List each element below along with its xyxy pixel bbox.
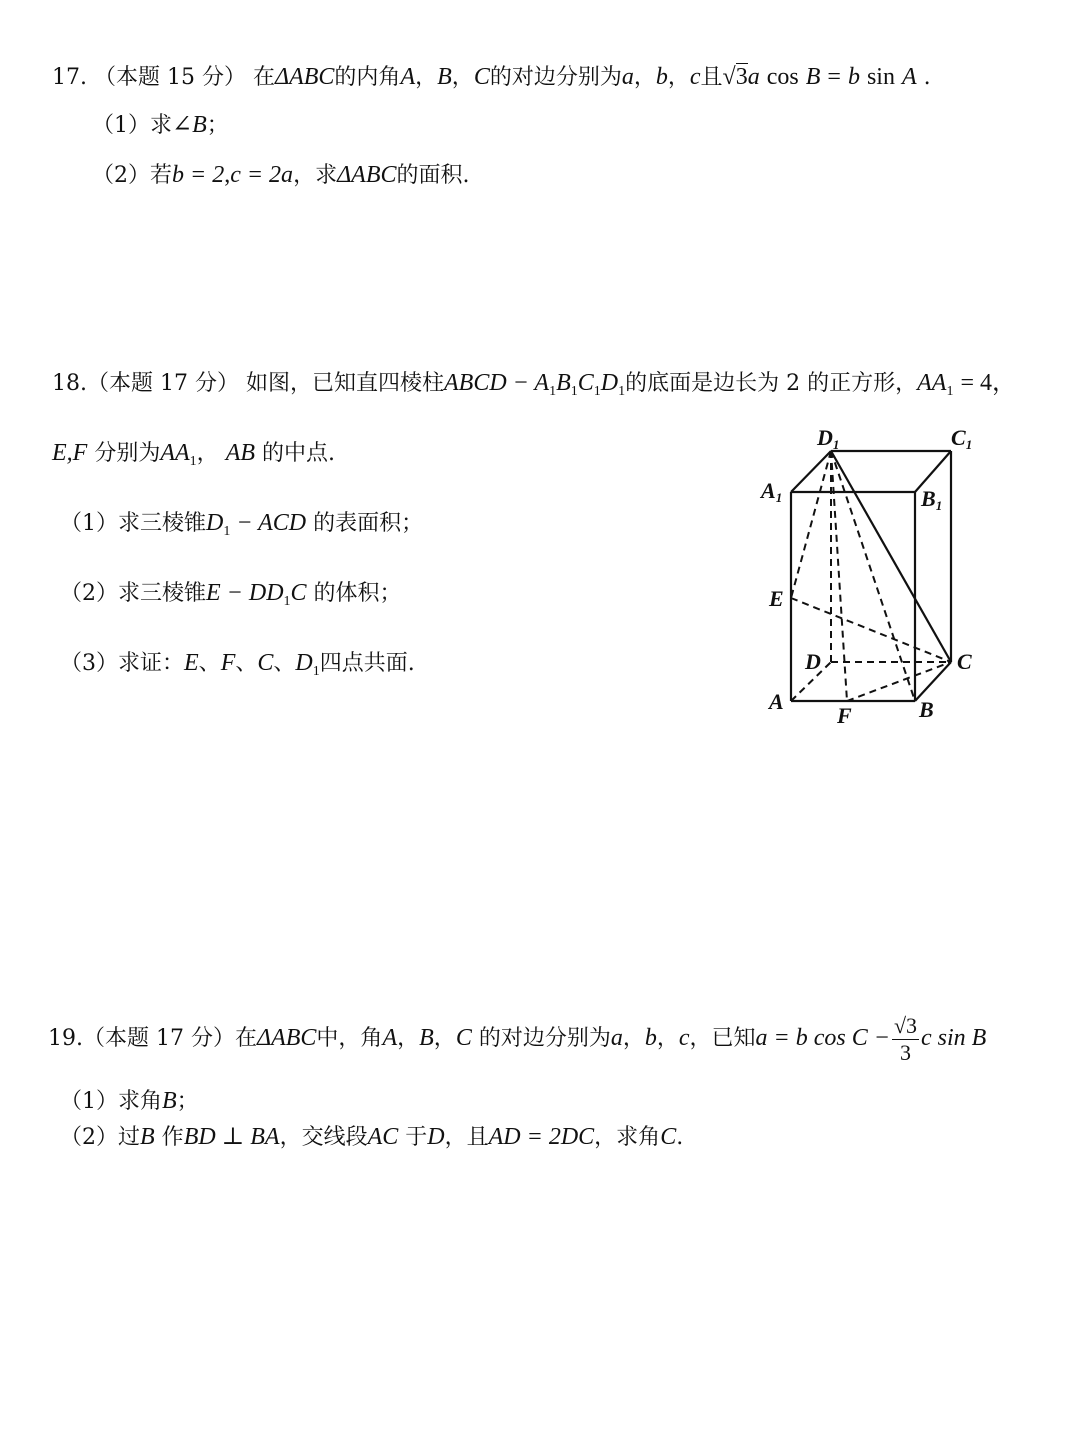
q17-part2: （2）若b = 2,c = 2a，求ΔABC的面积. xyxy=(92,162,470,188)
label-D1: D1 xyxy=(817,425,840,452)
edge-A1-D1 xyxy=(791,451,831,492)
q18-part1: （1）求三棱锥$D_1$ − ACD 的表面积； xyxy=(60,510,424,539)
label-B: B xyxy=(919,697,934,722)
edge-F-C xyxy=(847,662,951,701)
q18-stem: 18.（本题 17 分） 如图，已知直四棱柱ABCD − $A_1B_1C_1D_1$的底面是边长为 2 的正方形，$AA_1 = 4$， xyxy=(52,370,1016,399)
q18-part3: （3）求证：E、F、C、$D_1$四点共面. xyxy=(60,650,415,679)
edge-B-C xyxy=(915,662,951,701)
label-A: A xyxy=(769,689,784,714)
label-F: F xyxy=(837,703,852,728)
q18-part2: （2）求三棱锥$E - DD_1C$ 的体积； xyxy=(60,580,402,609)
q17-part1: （1）求∠B； xyxy=(92,112,229,138)
label-E: E xyxy=(769,586,784,611)
q18-number: 18. xyxy=(52,371,87,396)
fraction-sqrt3-over-3: $\frac{√3}{3}$ xyxy=(893,1012,918,1065)
q18-line2: E,F 分别为$AA_1$， AB 的中点. xyxy=(52,440,336,469)
label-C1: C1 xyxy=(951,425,973,452)
label-B1: B1 xyxy=(921,486,943,513)
q19-number: 19. xyxy=(48,1026,83,1051)
prism-figure xyxy=(755,420,995,730)
label-A1: A1 xyxy=(761,478,783,505)
edge-D1-C-solid xyxy=(831,451,951,662)
sqrt-symbol: √ xyxy=(722,64,736,90)
q17-score: （本题 15 分） xyxy=(94,65,246,90)
q17-stem: 17. （本题 15 分） 在ΔABC的内角A，B，C的对边分别为a，b，c且√3a cos B = b sin A . xyxy=(52,64,931,90)
q18-score: （本题 17 分） xyxy=(87,371,239,396)
label-D: D xyxy=(805,649,821,674)
q19-score: （本题 17 分） xyxy=(83,1026,235,1051)
q19-stem: 19.（本题 17 分）在ΔABC中，角A，B，C 的对边分别为a，b，c，已知a = b cos C − $\frac{√3}{3}$ c sin B xyxy=(48,1012,987,1065)
q19-part2: （2）过B 作BD ⊥ BA，交线段AC 于D，且AD = 2DC，求角C. xyxy=(60,1124,684,1150)
q19-part1: （1）求角B； xyxy=(60,1088,199,1114)
label-C: C xyxy=(957,649,972,674)
q17-number: 17. xyxy=(52,65,87,90)
